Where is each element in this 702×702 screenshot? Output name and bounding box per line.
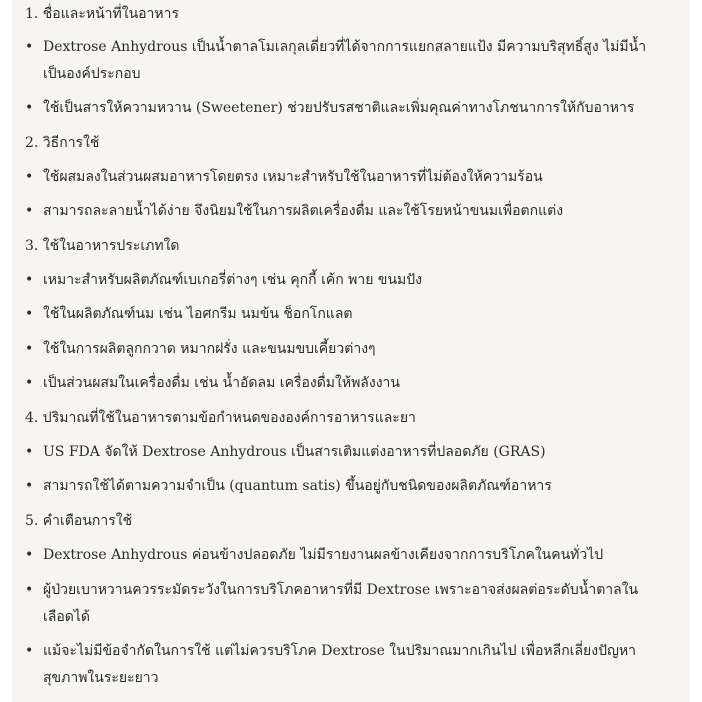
bullet-icon: •: [25, 341, 34, 357]
list-item-text: ใช้เป็นสารให้ความหวาน (Sweetener) ช่วยปรับรสชาติและเพิ่มคุณค่าทางโภชนาการให้กับอาหาร: [43, 100, 635, 116]
bullet-icon: •: [25, 375, 34, 391]
list-item-text: Dextrose Anhydrous เป็นน้ำตาลโมเลกุลเดี่ยวที่ได้จากการแยกสลายแป้ง มีความบริสุทธิ์สูง ไม่มีน้ำเป็นองค์ประกอบ: [43, 39, 647, 82]
list-item-text: ใช้ผสมลงในส่วนผสมอาหารโดยตรง เหมาะสำหรับใช้ในอาหารที่ไม่ต้องให้ความร้อน: [43, 169, 543, 185]
bullet-icon: •: [25, 169, 34, 185]
list-item-text: เหมาะสำหรับผลิตภัณฑ์เบเกอรี่ต่างๆ เช่น คุกกี้ เค้ก พาย ขนมปัง: [43, 272, 422, 288]
list-item-text: แม้จะไม่มีข้อจำกัดในการใช้ แต่ไม่ควรบริโภค Dextrose ในปริมาณมากเกินไป เพื่อหลีกเลี่ยงปัญหาสุขภาพในระยะยาว: [43, 643, 636, 686]
list-item-text: Dextrose Anhydrous ค่อนข้างปลอดภัย ไม่มีรายงานผลข้างเคียงจากการบริโภคในคนทั่วไป: [43, 547, 604, 563]
list-item-text: ใช้ในผลิตภัณฑ์นม เช่น ไอศกรีม นมข้น ช็อกโกแลต: [43, 306, 353, 322]
list-item-text: US FDA จัดให้ Dextrose Anhydrous เป็นสารเติมแต่งอาหารที่ปลอดภัย (GRAS): [43, 444, 546, 460]
bullet-icon: •: [25, 272, 34, 288]
list-item-text: สามารถใช้ได้ตามความจำเป็น (quantum satis) ขึ้นอยู่กับชนิดของผลิตภัณฑ์อาหาร: [43, 478, 552, 494]
list-item-text: ผู้ป่วยเบาหวานควรระมัดระวังในการบริโภคอาหารที่มี Dextrose เพราะอาจส่งผลต่อระดับน้ำตาลในเลือดได้: [43, 582, 639, 625]
bullet-icon: •: [25, 478, 34, 494]
bullet-icon: •: [25, 39, 34, 55]
list-item-text: สามารถละลายน้ำได้ง่าย จึงนิยมใช้ในการผลิตเครื่องดื่ม และใช้โรยหน้าขนมเพื่อตกแต่ง: [43, 203, 564, 219]
section-heading: 4. ปริมาณที่ใช้ในอาหารตามข้อกำหนดขององค์การอาหารและยา: [25, 410, 416, 426]
section-heading: 5. คำเตือนการใช้: [25, 513, 133, 529]
list-item-text: เป็นส่วนผสมในเครื่องดื่ม เช่น น้ำอัดลม เครื่องดื่มให้พลังงาน: [43, 375, 400, 391]
bullet-icon: •: [25, 444, 34, 460]
bullet-icon: •: [25, 306, 34, 322]
list-item-text: ใช้ในการผลิตลูกกวาด หมากฝรั่ง และขนมขบเคี้ยวต่างๆ: [43, 341, 376, 357]
bullet-icon: •: [25, 203, 34, 219]
bullet-icon: •: [25, 547, 34, 563]
section-heading: 2. วิธีการใช้: [25, 135, 100, 151]
bullet-icon: •: [25, 643, 34, 659]
bullet-icon: •: [25, 100, 34, 116]
section-heading: 1. ชื่อและหน้าที่ในอาหาร: [25, 6, 180, 22]
bullet-icon: •: [25, 582, 34, 598]
section-heading: 3. ใช้ในอาหารประเภทใด: [25, 238, 180, 254]
